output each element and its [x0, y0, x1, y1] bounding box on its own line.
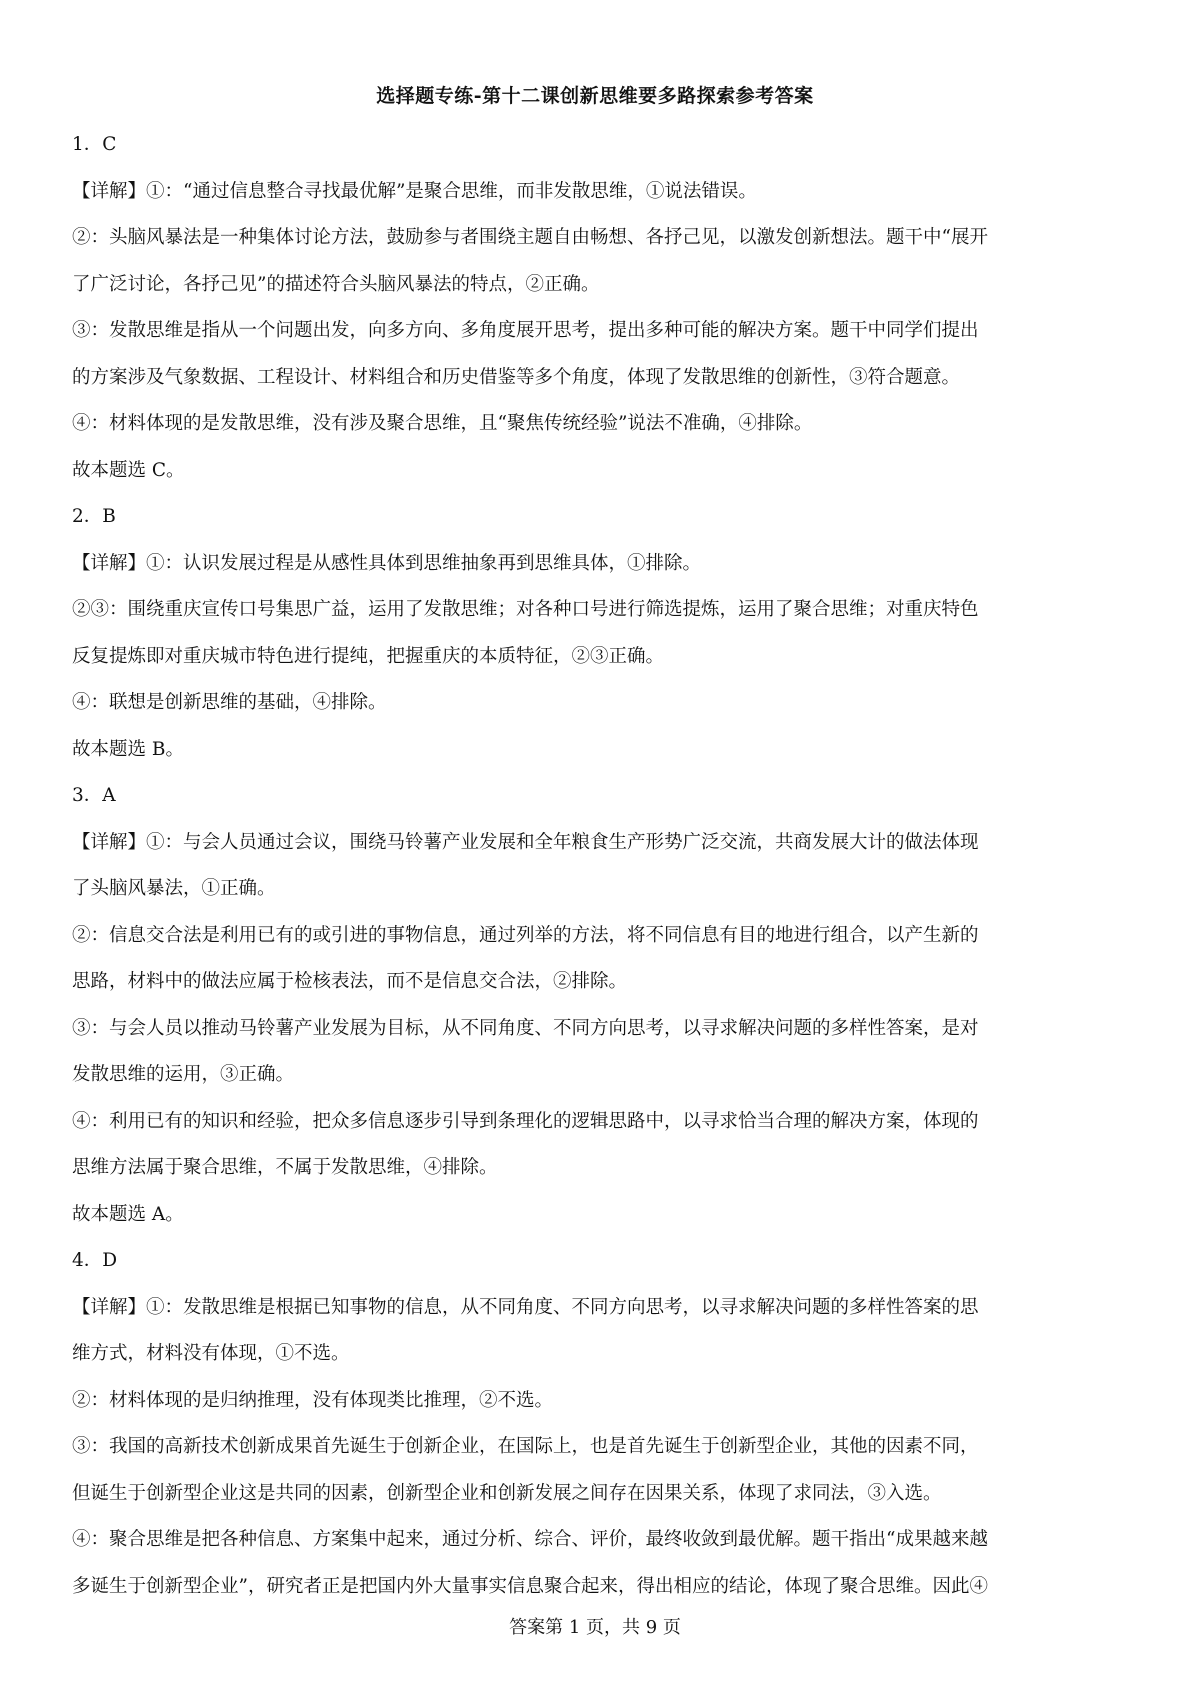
question-number: 3．A — [72, 785, 116, 806]
text-line: ④：联想是创新思维的基础，④排除。 — [72, 692, 387, 713]
answer-content — [72, 122, 1117, 1610]
page-footer: 答案第 1 页，共 9 页 — [509, 1617, 681, 1638]
page-title: 选择题专练-第十二课创新思维要多路探索参考答案 — [376, 85, 814, 107]
text-line: ④：材料体现的是发散思维，没有涉及聚合思维，且“聚焦传统经验”说法不准确，④排除。 — [72, 413, 813, 434]
text-line: ②：材料体现的是归纳推理，没有体现类比推理，②不选。 — [72, 1389, 554, 1411]
text-line: ③：发散思维是指从一个问题出发，向多方向、多角度展开思考，提出多种可能的解决方案。题干中同学们提出 — [72, 320, 979, 341]
text-line: ④：聚合思维是把各种信息、方案集中起来，通过分析、综合、评价，最终收敛到最优解。题干指出“成果越来越 — [72, 1529, 988, 1550]
text-line: ③：与会人员以推动马铃薯产业发展为目标，从不同角度、不同方向思考，以寻求解决问题的多样性答案，是对 — [72, 1017, 979, 1039]
text-line: 了广泛讨论，各抒己见”的描述符合头脑风暴法的特点，②正确。 — [72, 273, 600, 295]
text-line: 【详解】①：发散思维是根据已知事物的信息，从不同角度、不同方向思考，以寻求解决问题的多样性答案的思 — [72, 1296, 979, 1318]
question-number: 2．B — [72, 506, 116, 527]
text-line: 了头脑风暴法，①正确。 — [72, 878, 276, 899]
text-line: 多诞生于创新型企业”，研究者正是把国内外大量事实信息聚合起来，得出相应的结论，体现了聚合思维。因此④ — [72, 1575, 988, 1597]
text-line: 思维方法属于聚合思维，不属于发散思维，④排除。 — [72, 1157, 498, 1178]
text-line: 发散思维的运用，③正确。 — [72, 1064, 295, 1085]
text-line: 【详解】①：认识发展过程是从感性具体到思维抽象再到思维具体，①排除。 — [72, 552, 702, 574]
text-line: 【详解】①：与会人员通过会议，围绕马铃薯产业发展和全年粮食生产形势广泛交流，共商发展大计的做法体现 — [72, 831, 979, 853]
text-line: ③：我国的高新技术创新成果首先诞生于创新企业，在国际上，也是首先诞生于创新型企业，其他的因素不同， — [72, 1436, 979, 1457]
answer-conclusion: 故本题选 B。 — [72, 738, 184, 760]
text-line: 的方案涉及气象数据、工程设计、材料组合和历史借鉴等多个角度，体现了发散思维的创新性，③符合题意。 — [72, 366, 961, 388]
question-number: 1．C — [72, 134, 117, 155]
text-line: 反复提炼即对重庆城市特色进行提纯，把握重庆的本质特征，②③正确。 — [72, 645, 665, 667]
text-line: 维方式，材料没有体现，①不选。 — [72, 1343, 350, 1364]
text-line: ④：利用已有的知识和经验，把众多信息逐步引导到条理化的逻辑思路中，以寻求恰当合理的解决方案，体现的 — [72, 1110, 979, 1132]
text-line: ②：头脑风暴法是一种集体讨论方法，鼓励参与者围绕主题自由畅想、各抒己见，以激发创新想法。题干中“展开 — [72, 227, 988, 248]
text-line: ②③：围绕重庆宣传口号集思广益，运用了发散思维；对各种口号进行筛选提炼，运用了聚合思维；对重庆特色 — [72, 599, 979, 620]
text-line: 【详解】①：“通过信息整合寻找最优解”是聚合思维，而非发散思维，①说法错误。 — [72, 180, 757, 202]
question-number: 4．D — [72, 1250, 118, 1271]
answer-conclusion: 故本题选 A。 — [72, 1203, 184, 1225]
text-line: 思路，材料中的做法应属于检核表法，而不是信息交合法，②排除。 — [72, 971, 628, 992]
text-line: 但诞生于创新型企业这是共同的因素，创新型企业和创新发展之间存在因果关系，体现了求同法，③入选。 — [72, 1482, 942, 1504]
answer-conclusion: 故本题选 C。 — [72, 459, 185, 481]
text-line: ②：信息交合法是利用已有的或引进的事物信息，通过列举的方法，将不同信息有目的地进行组合，以产生新的 — [72, 924, 979, 946]
